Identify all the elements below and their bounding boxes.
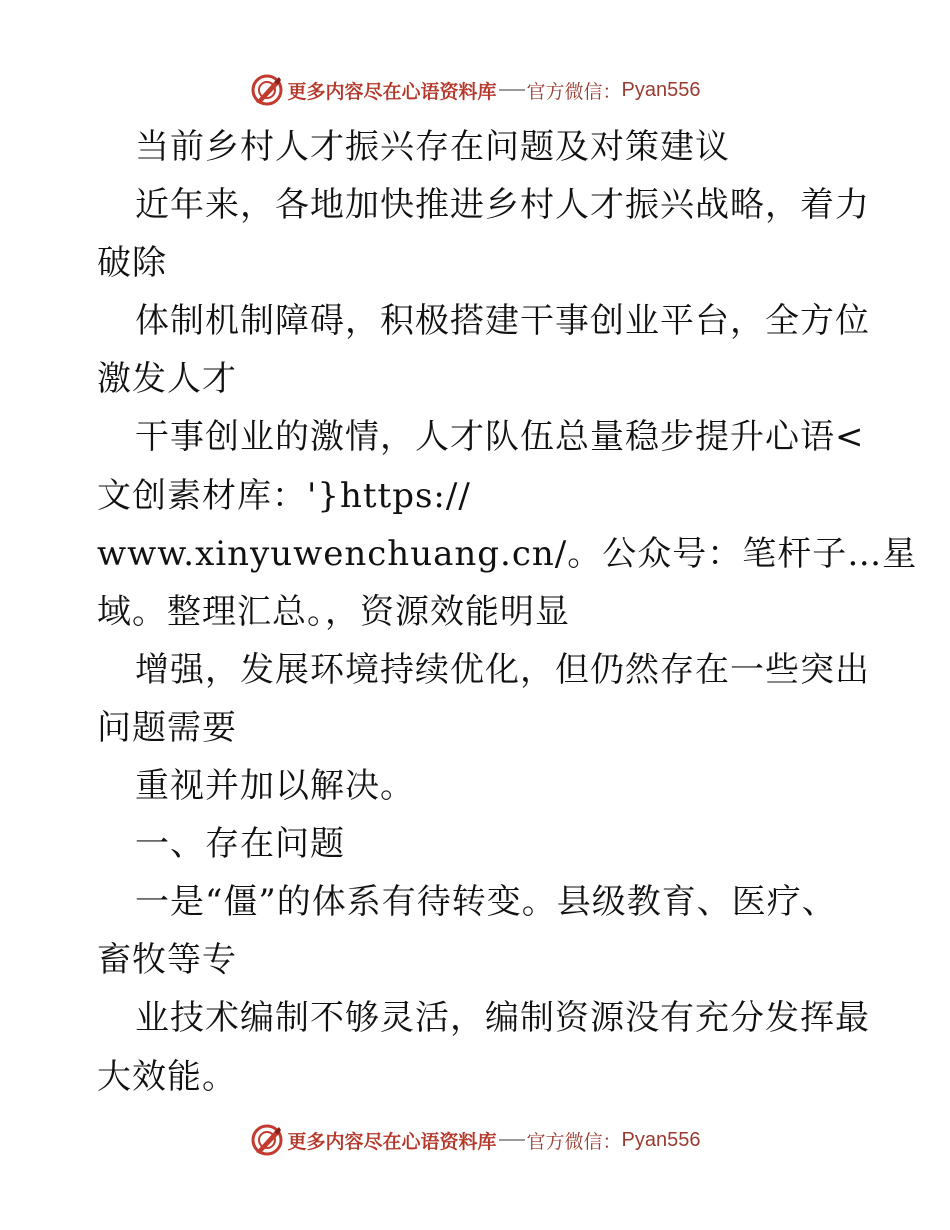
body-line: 重视并加以解决。 [135,766,415,807]
body-line: 破除 [97,243,167,284]
wechat-label: 官方微信： [526,80,622,103]
body-line: 一是“僵”的体系有待转变。县级教育、医疗、 [135,882,837,923]
site-watermark-text: 更多内容尽在心语资料库 [287,1130,497,1153]
wechat-label: 官方微信： [526,1130,622,1153]
body-line: 大效能。 [97,1056,237,1097]
body-line: 问题需要 [97,707,237,748]
banner-dash [499,1139,525,1141]
document-title: 当前乡村人才振兴存在问题及对策建议 [135,127,730,167]
body-line: 畜牧等专 [97,940,237,981]
pen-circle-logo-icon [250,73,284,107]
body-line: 体制机制障碍，积极搭建干事创业平台，全方位 [135,301,870,342]
pen-circle-logo-icon [250,1123,284,1157]
body-line: 近年来，各地加快推进乡村人才振兴战略，着力 [135,185,870,226]
body-line: 干事创业的激情，人才队伍总量稳步提升心语< [135,417,865,458]
wechat-id: Pyan556 [621,78,701,101]
section-heading: 一、存在问题 [135,824,345,865]
wechat-id: Pyan556 [621,1128,701,1151]
body-line: 激发人才 [97,359,237,400]
body-line: 业技术编制不够灵活，编制资源没有充分发挥最 [135,998,870,1039]
banner-dash [499,89,525,91]
body-line: 文创素材库：'}https:// [97,475,471,516]
document-body [97,118,918,1106]
body-line-url: www.xinyuwenchuang.cn/。公众号：笔杆子…星 [97,533,918,574]
body-line: 增强，发展环境持续优化，但仍然存在一些突出 [135,649,870,690]
header-watermark-banner [0,72,950,108]
body-line: 域。整理汇总。，资源效能明显 [97,591,570,632]
footer-watermark-banner [0,1122,950,1158]
site-watermark-text: 更多内容尽在心语资料库 [287,80,497,103]
